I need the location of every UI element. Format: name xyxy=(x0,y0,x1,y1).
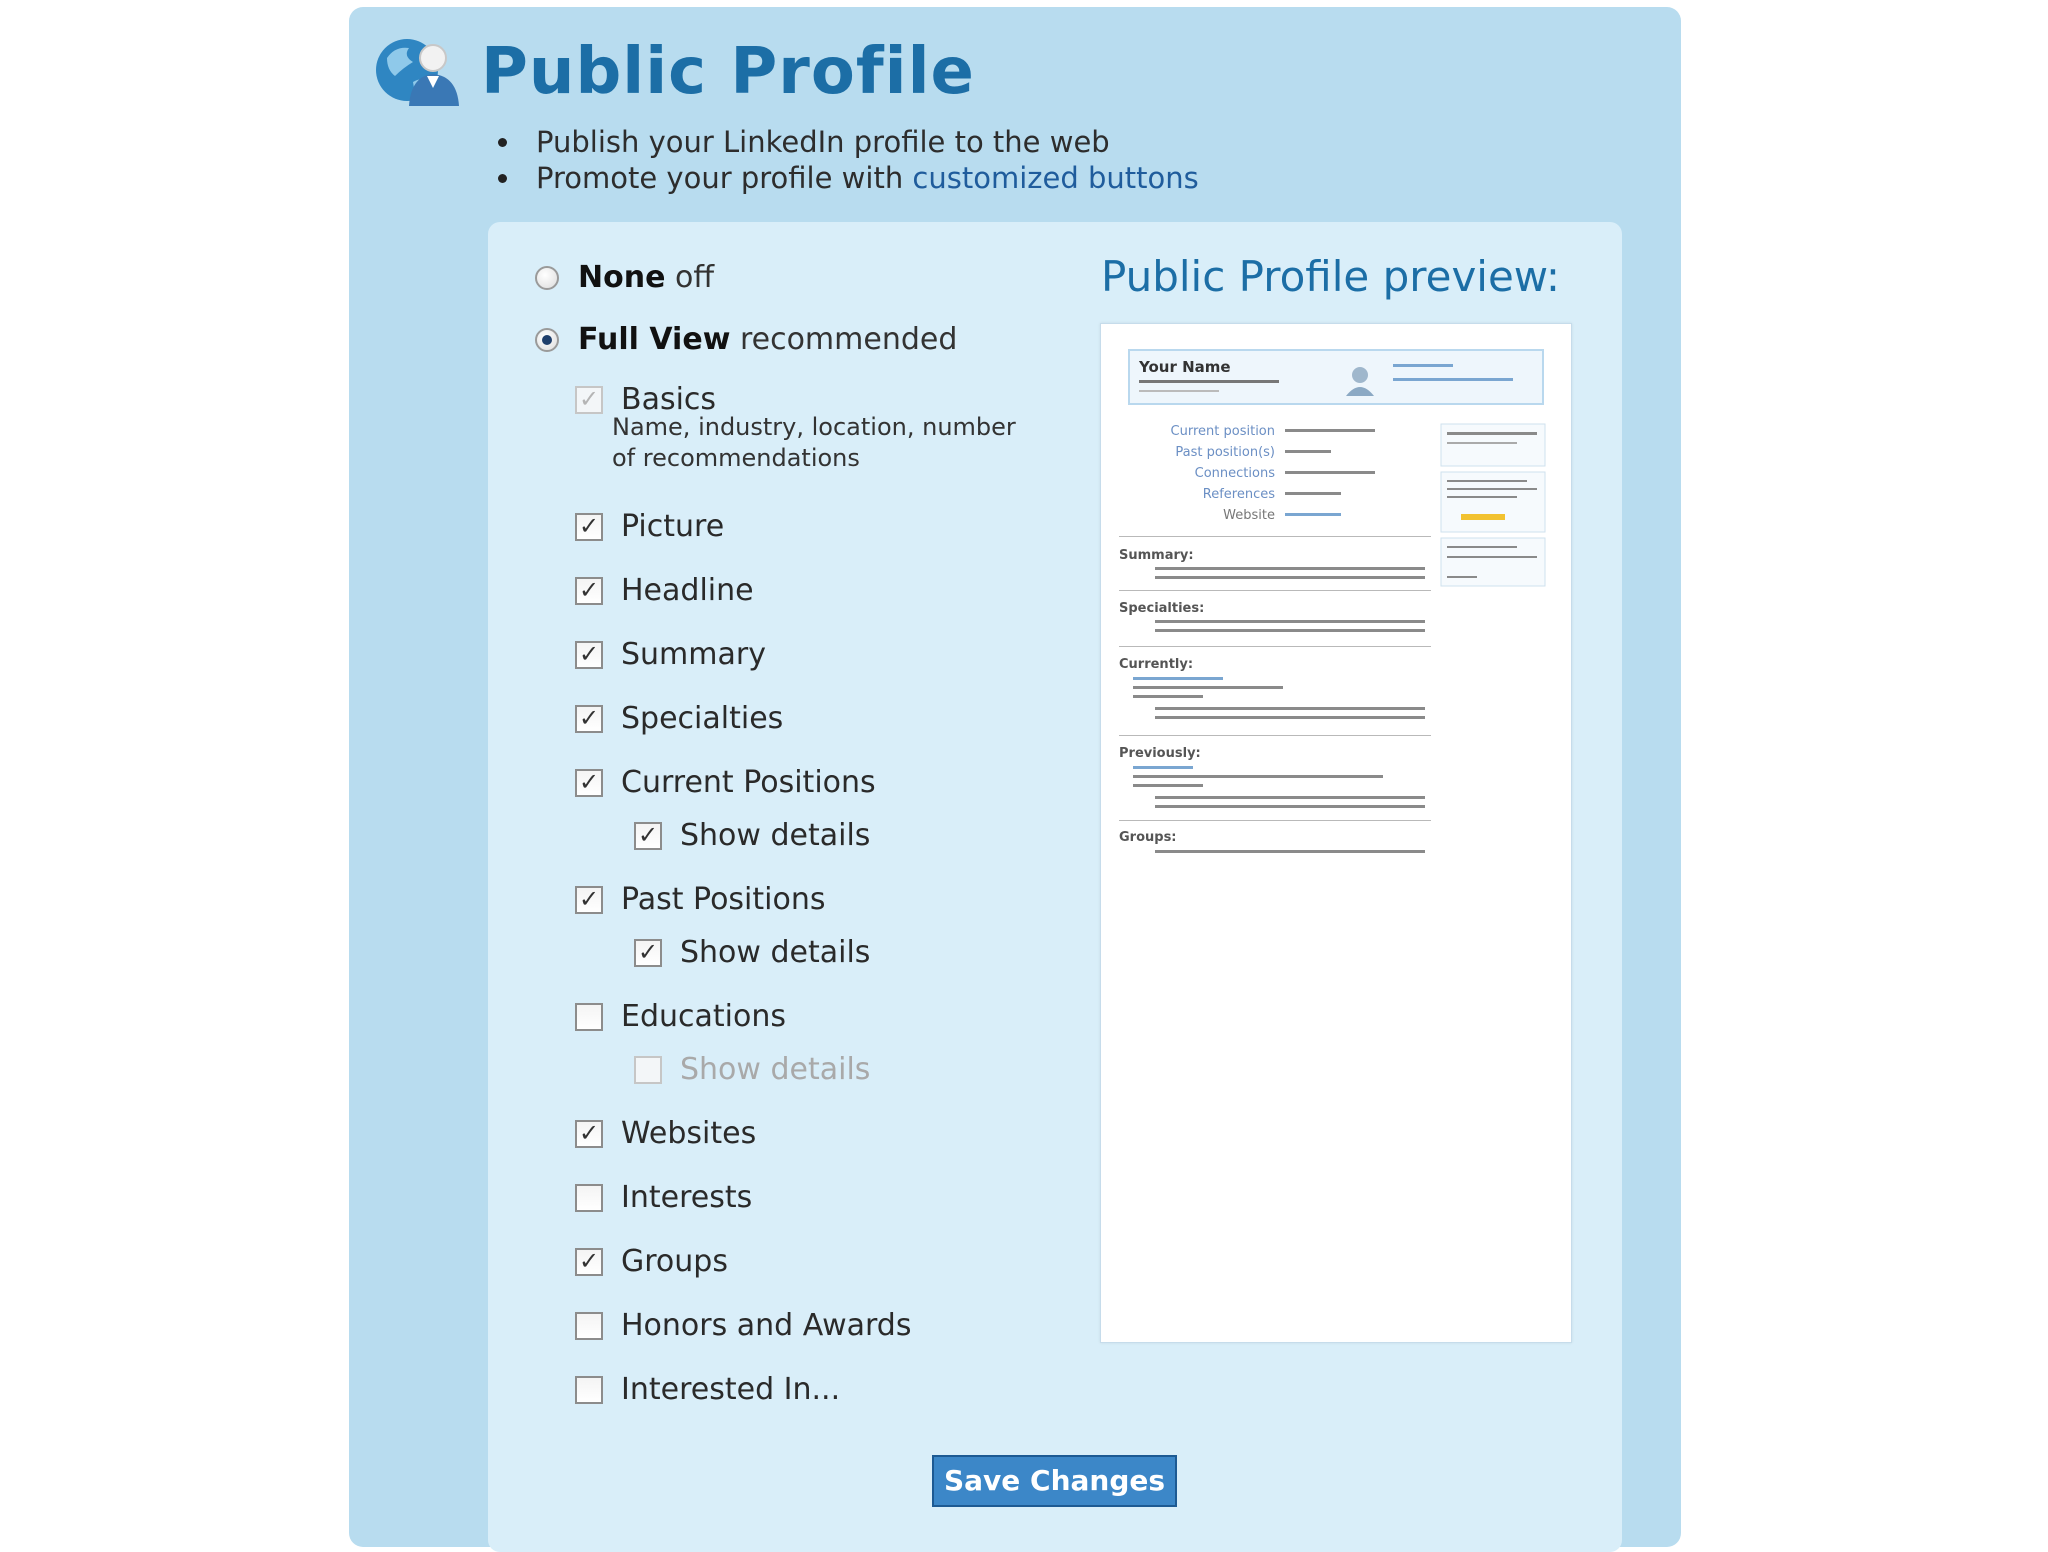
checkbox-label: Specialties xyxy=(621,701,784,736)
checkbox-row-headline[interactable] xyxy=(575,573,754,608)
checkbox-label: Interests xyxy=(621,1180,753,1215)
checkbox-label: Current Positions xyxy=(621,765,876,800)
checkbox-label: Show details xyxy=(680,1052,871,1087)
checkbox-label: Summary xyxy=(621,637,766,672)
checkbox-label: Websites xyxy=(621,1116,757,1151)
preview-mockup xyxy=(1101,324,1571,1342)
preview-heading: Previously: xyxy=(1119,746,1201,761)
radio-full-view[interactable] xyxy=(535,328,559,352)
checkbox-row-educations[interactable] xyxy=(575,999,786,1034)
checkbox-label: Groups xyxy=(621,1244,728,1279)
checkbox-row-websites[interactable] xyxy=(575,1116,756,1151)
checkbox-picture[interactable]: ✓ xyxy=(575,513,603,541)
basics-description xyxy=(612,412,1016,474)
intro-list xyxy=(498,124,1199,196)
checkbox-specialties[interactable]: ✓ xyxy=(575,705,603,733)
option-sub: off xyxy=(674,260,714,295)
description-line: Name, industry, location, number xyxy=(612,413,1016,441)
option-full-view[interactable] xyxy=(535,322,957,357)
intro-item xyxy=(498,124,1199,160)
preview-heading: Currently: xyxy=(1119,657,1194,672)
checkbox-label: Headline xyxy=(621,573,754,608)
checkbox-label: Interested In... xyxy=(621,1372,841,1407)
checkbox-row-interested-in[interactable] xyxy=(575,1372,840,1407)
checkbox-educations[interactable] xyxy=(575,1003,603,1031)
checkbox-row-specialties[interactable] xyxy=(575,701,783,736)
checkbox-basics[interactable]: ✓ xyxy=(575,386,603,414)
globe-person-icon xyxy=(373,32,469,108)
checkbox-row-current-positions[interactable] xyxy=(575,765,876,800)
checkbox-row-picture[interactable] xyxy=(575,509,724,544)
profile-preview-thumbnail xyxy=(1100,323,1572,1343)
checkbox-label: Honors and Awards xyxy=(621,1308,912,1343)
checkbox-label: Show details xyxy=(680,935,871,970)
preview-row-label: Website xyxy=(1223,508,1275,523)
checkbox-label: Educations xyxy=(621,999,786,1034)
checkbox-row-current-details[interactable] xyxy=(634,818,870,853)
checkbox-row-interests[interactable] xyxy=(575,1180,752,1215)
checkbox-current-positions[interactable]: ✓ xyxy=(575,769,603,797)
checkbox-label: Past Positions xyxy=(621,882,826,917)
preview-title: Public Profile preview: xyxy=(1101,252,1561,301)
checkbox-interested-in[interactable] xyxy=(575,1376,603,1404)
intro-text: Publish your LinkedIn profile to the web xyxy=(536,125,1110,159)
description-line: of recommendations xyxy=(612,444,860,472)
checkbox-row-honors[interactable] xyxy=(575,1308,911,1343)
option-label: None xyxy=(578,260,666,295)
checkbox-row-education-details xyxy=(634,1052,870,1087)
bullet-icon xyxy=(498,174,507,183)
preview-row-label: Current position xyxy=(1170,424,1275,439)
checkbox-websites[interactable]: ✓ xyxy=(575,1120,603,1148)
checkbox-summary[interactable]: ✓ xyxy=(575,641,603,669)
bullet-icon xyxy=(498,138,507,147)
preview-row-label: Connections xyxy=(1194,466,1275,481)
option-label: Full View xyxy=(578,322,731,357)
preview-heading: Summary: xyxy=(1119,548,1194,563)
checkbox-interests[interactable] xyxy=(575,1184,603,1212)
checkbox-label: Picture xyxy=(621,509,725,544)
customized-buttons-link[interactable]: customized buttons xyxy=(912,161,1199,195)
intro-item xyxy=(498,160,1199,196)
page-title: Public Profile xyxy=(481,35,975,109)
preview-your-name: Your Name xyxy=(1139,358,1231,376)
option-sub: recommended xyxy=(739,322,958,357)
checkbox-honors-awards[interactable] xyxy=(575,1312,603,1340)
checkbox-label: Basics xyxy=(621,382,717,417)
checkbox-past-positions[interactable]: ✓ xyxy=(575,886,603,914)
checkbox-label: Show details xyxy=(680,818,871,853)
preview-row-label: References xyxy=(1202,487,1275,502)
preview-heading: Groups: xyxy=(1119,830,1177,845)
save-changes-button[interactable]: Save Changes xyxy=(932,1455,1177,1507)
preview-heading: Specialties: xyxy=(1119,601,1205,616)
checkbox-groups[interactable]: ✓ xyxy=(575,1248,603,1276)
option-none[interactable] xyxy=(535,260,714,295)
checkbox-education-show-details xyxy=(634,1056,662,1084)
radio-none[interactable] xyxy=(535,266,559,290)
preview-row-label: Past position(s) xyxy=(1175,445,1275,460)
checkbox-row-summary[interactable] xyxy=(575,637,766,672)
checkbox-row-past-positions[interactable] xyxy=(575,882,826,917)
checkbox-headline[interactable]: ✓ xyxy=(575,577,603,605)
checkbox-row-groups[interactable] xyxy=(575,1244,728,1279)
intro-text: Promote your profile with xyxy=(536,161,904,195)
checkbox-row-past-details[interactable] xyxy=(634,935,870,970)
checkbox-past-show-details[interactable]: ✓ xyxy=(634,939,662,967)
checkbox-current-show-details[interactable]: ✓ xyxy=(634,822,662,850)
